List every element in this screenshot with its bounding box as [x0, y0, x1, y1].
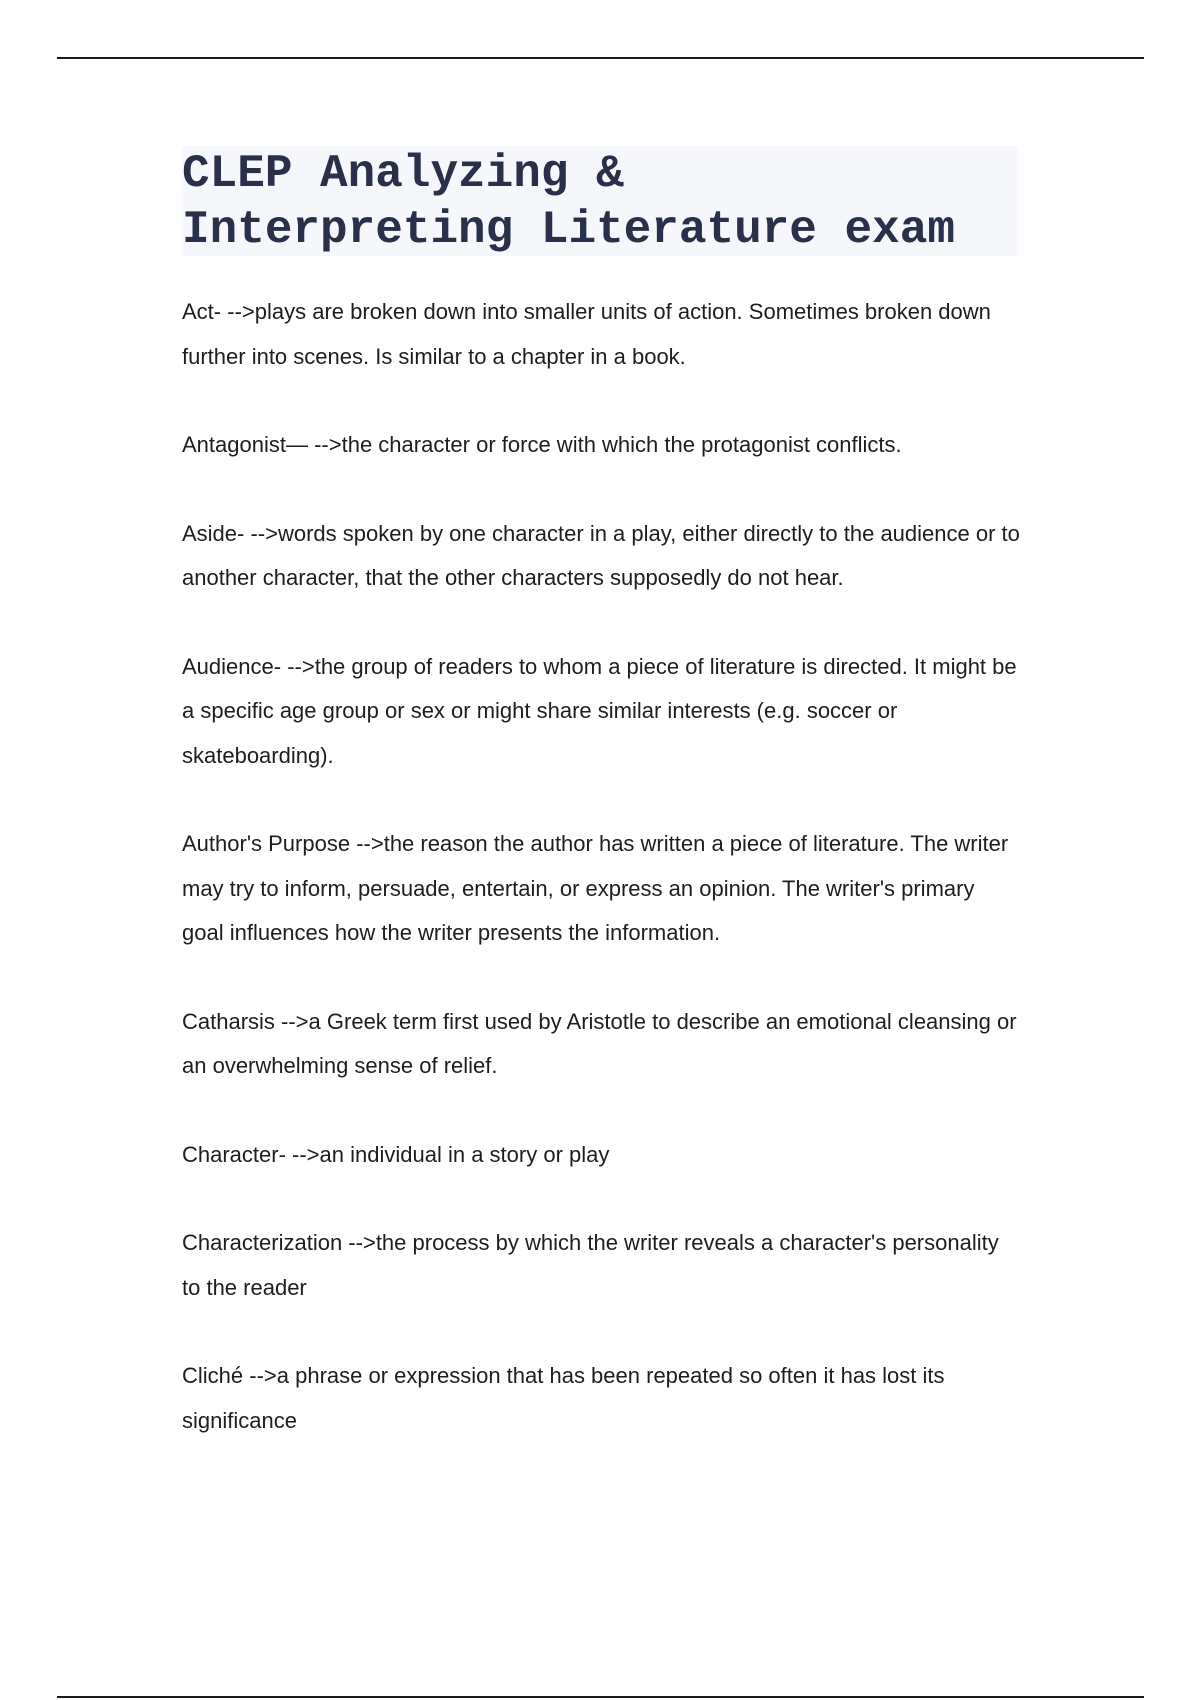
term-arrow: -->	[244, 520, 278, 546]
term-arrow: -->	[274, 1008, 309, 1034]
term-arrow: -->	[285, 1141, 320, 1167]
term-definition: an individual in a story or play	[319, 1141, 610, 1167]
term-entry-cliche	[182, 1354, 1022, 1443]
term-arrow: -->	[350, 831, 384, 856]
term-arrow: -->	[281, 653, 315, 679]
term-entry-character	[182, 1133, 1022, 1178]
term-word: Characterization	[182, 1230, 343, 1255]
title-block	[182, 146, 1018, 256]
term-word: Audience-	[182, 653, 282, 679]
bottom-rule	[57, 1696, 1144, 1698]
term-entry-catharsis	[182, 1000, 1022, 1089]
term-entry-characterization	[182, 1221, 1022, 1310]
term-word: Antagonist—	[182, 432, 308, 457]
term-entry-authors-purpose	[182, 822, 1022, 956]
term-word: Cliché	[182, 1363, 244, 1388]
page-title	[182, 146, 1018, 258]
term-arrow: -->	[221, 299, 255, 324]
term-arrow: -->	[307, 432, 342, 457]
term-entry-antagonist	[182, 423, 1022, 468]
top-rule	[57, 57, 1144, 59]
term-definition: plays are broken down into smaller units of action. Sometimes broken down further into scenes. Is similar to a chapter in a book.	[182, 299, 991, 369]
term-definition: the reason the author has written a piece of literature. The writer may try to inform, persuade, entertain, or express an opinion. The writer's primary goal influences how the writer presents the information.	[182, 831, 1009, 945]
term-definition: the group of readers to whom a piece of literature is directed. It might be a specific age group or sex or might share similar interests (e.g. soccer or skateboarding).	[182, 653, 1017, 768]
term-arrow: -->	[243, 1363, 277, 1388]
title-line-1: CLEP Analyzing &	[182, 148, 624, 200]
term-list	[182, 290, 1022, 1487]
term-entry-act	[182, 290, 1022, 379]
term-word: Author's Purpose	[182, 831, 351, 856]
term-definition: words spoken by one character in a play, either directly to the audience or to another character, that the other characters supposedly do not hear.	[182, 520, 1020, 590]
term-definition: the process by which the writer reveals a character's personality to the reader	[182, 1230, 999, 1300]
term-definition: a phrase or expression that has been repeated so often it has lost its significance	[182, 1363, 945, 1433]
term-entry-audience	[182, 645, 1022, 779]
term-word: Act-	[182, 299, 222, 324]
term-arrow: -->	[342, 1230, 376, 1255]
term-entry-aside	[182, 512, 1022, 601]
term-word: Aside-	[182, 520, 245, 546]
term-word: Character-	[182, 1141, 286, 1167]
term-definition: the character or force with which the protagonist conflicts.	[341, 432, 902, 457]
term-word: Catharsis	[182, 1008, 275, 1034]
title-line-2: Interpreting Literature exam	[182, 204, 955, 256]
term-definition: a Greek term first used by Aristotle to describe an emotional cleansing or an overwhelming sense of relief.	[182, 1008, 1017, 1078]
